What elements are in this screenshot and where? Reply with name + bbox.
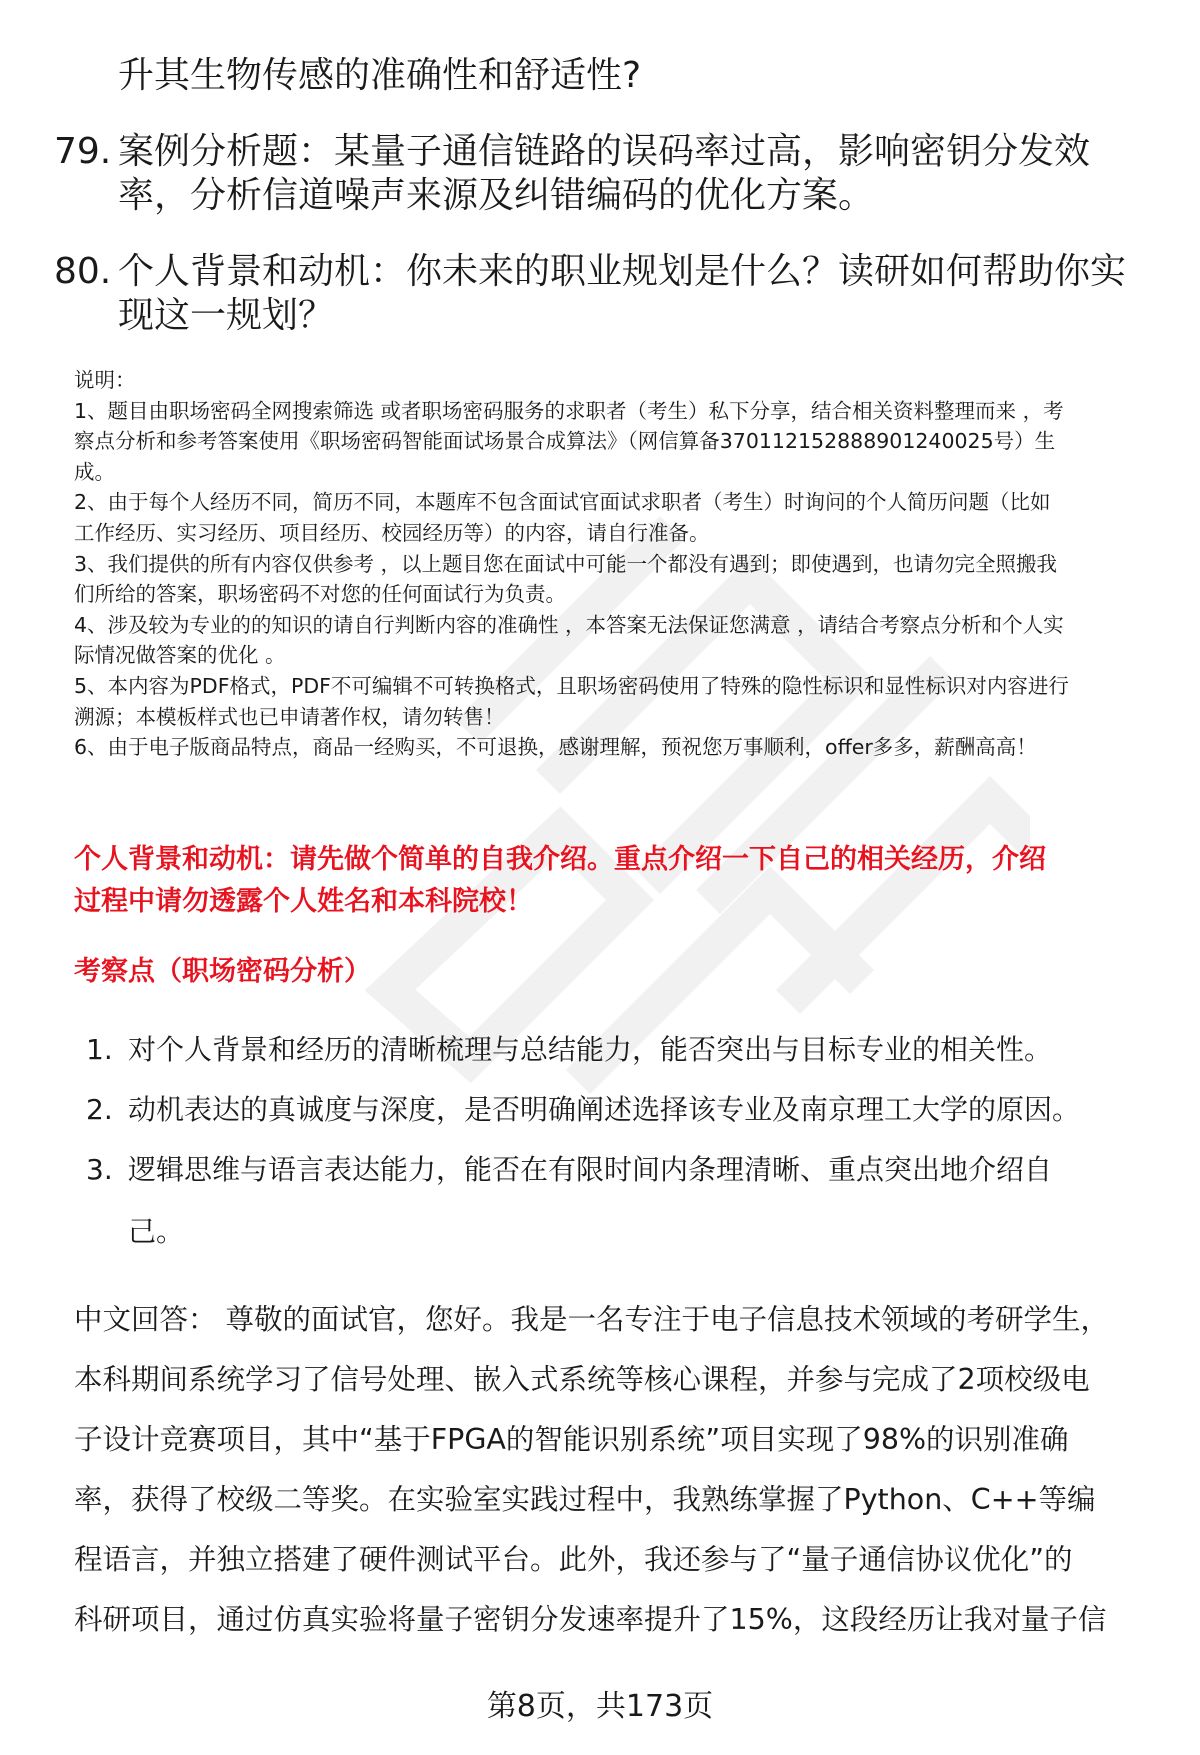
notes-line: 们所给的答案，职场密码不对您的任何面试行为负责。 <box>74 582 566 607</box>
intro-question-line: 个人背景和动机：请先做个简单的自我介绍。重点介绍一下自己的相关经历，介绍 <box>74 844 1046 875</box>
point-number: 1. <box>86 1033 113 1066</box>
notes-line: 4、涉及较为专业的的知识的请自行判断内容的准确性 ，本答案无法保证您满意 ，请结合考察点分析和个人实 <box>74 612 1064 637</box>
question-text-line: 现这一规划？ <box>118 295 335 336</box>
point-text-line: 对个人背景和经历的清晰梳理与总结能力，能否突出与目标专业的相关性。 <box>128 1033 1053 1066</box>
intro-question-line: 过程中请勿透露个人姓名和本科院校！ <box>74 886 533 917</box>
notes-section <box>74 365 1164 763</box>
notes-line: 6、由于电子版商品特点，商品一经购买，不可退换，感谢理解，预祝您万事顺利，offer多多，薪酬高高！ <box>74 735 1037 760</box>
point-number: 2. <box>86 1093 113 1126</box>
page-footer: 第8页，共173页 <box>486 1689 714 1724</box>
question-text-line: 案例分析题：某量子通信链路的误码率过高，影响密钥分发效 <box>118 131 1091 172</box>
point-number: 3. <box>86 1153 113 1186</box>
notes-line: 1、题目由职场密码全网搜索筛选 或者职场密码服务的求职者（考生）私下分享，结合相关资料整理而来 ，考 <box>74 398 1064 423</box>
notes-title: 说明： <box>74 368 136 392</box>
notes-line: 3、我们提供的所有内容仅供参考 ，以上题目您在面试中可能一个都没有遇到；即使遇到，也请勿完全照搬我 <box>74 551 1058 576</box>
answer-line: 本科期间系统学习了信号处理、嵌入式系统等核心课程，并参与完成了2项校级电 <box>74 1363 1090 1396</box>
point-text-line: 动机表达的真诚度与深度，是否明确阐述选择该专业及南京理工大学的原因。 <box>128 1093 1081 1126</box>
notes-line: 工作经历、实习经历、项目经历、校园经历等）的内容，请自行准备。 <box>74 520 710 545</box>
point-text-line: 逻辑思维与语言表达能力，能否在有限时间内条理清晰、重点突出地介绍自 <box>128 1153 1053 1186</box>
notes-line: 2、由于每个人经历不同，简历不同，本题库不包含面试官面试求职者（考生）时询问的个人简历问题（比如 <box>74 490 1051 515</box>
question-78-continuation: 升其生物传感的准确性和舒适性? <box>118 55 642 96</box>
question-number: 80. <box>54 251 112 292</box>
answer-line: 子设计竞赛项目，其中“基于FPGA的智能识别系统”项目实现了98%的识别准确 <box>74 1423 1069 1456</box>
answer-line: 程语言，并独立搭建了硬件测试平台。此外，我还参与了“量子通信协议优化”的 <box>74 1543 1073 1576</box>
question-text-line: 个人背景和动机：你未来的职业规划是什么？读研如何帮助你实 <box>118 251 1127 292</box>
answer-line: 科研项目，通过仿真实验将量子密钥分发速率提升了15%，这段经历让我对量子信 <box>74 1603 1107 1636</box>
point-text-line: 己。 <box>128 1215 185 1248</box>
assessment-heading: 考察点（职场密码分析） <box>74 956 371 987</box>
answer-line: 率，获得了校级二等奖。在实验室实践过程中，我熟练掌握了Python、C++等编 <box>74 1483 1096 1516</box>
notes-line: 际情况做答案的优化 。 <box>74 643 286 668</box>
notes-line: 成。 <box>74 459 115 484</box>
notes-line: 溯源；本模板样式也已申请著作权，请勿转售！ <box>74 704 505 729</box>
notes-line: 察点分析和参考答案使用《职场密码智能面试场景合成算法》（网信算备370112152888901240025号）生 <box>74 429 1056 454</box>
answer-line: 中文回答： 尊敬的面试官，您好。我是一名专注于电子信息技术领域的考研学生， <box>74 1303 1110 1336</box>
notes-line: 5、本内容为PDF格式，PDF不可编辑不可转换格式，且职场密码使用了特殊的隐性标识和显性标识对内容进行 <box>74 673 1069 698</box>
question-number: 79. <box>54 131 112 172</box>
question-text-line: 率，分析信道噪声来源及纠错编码的优化方案。 <box>118 175 875 216</box>
